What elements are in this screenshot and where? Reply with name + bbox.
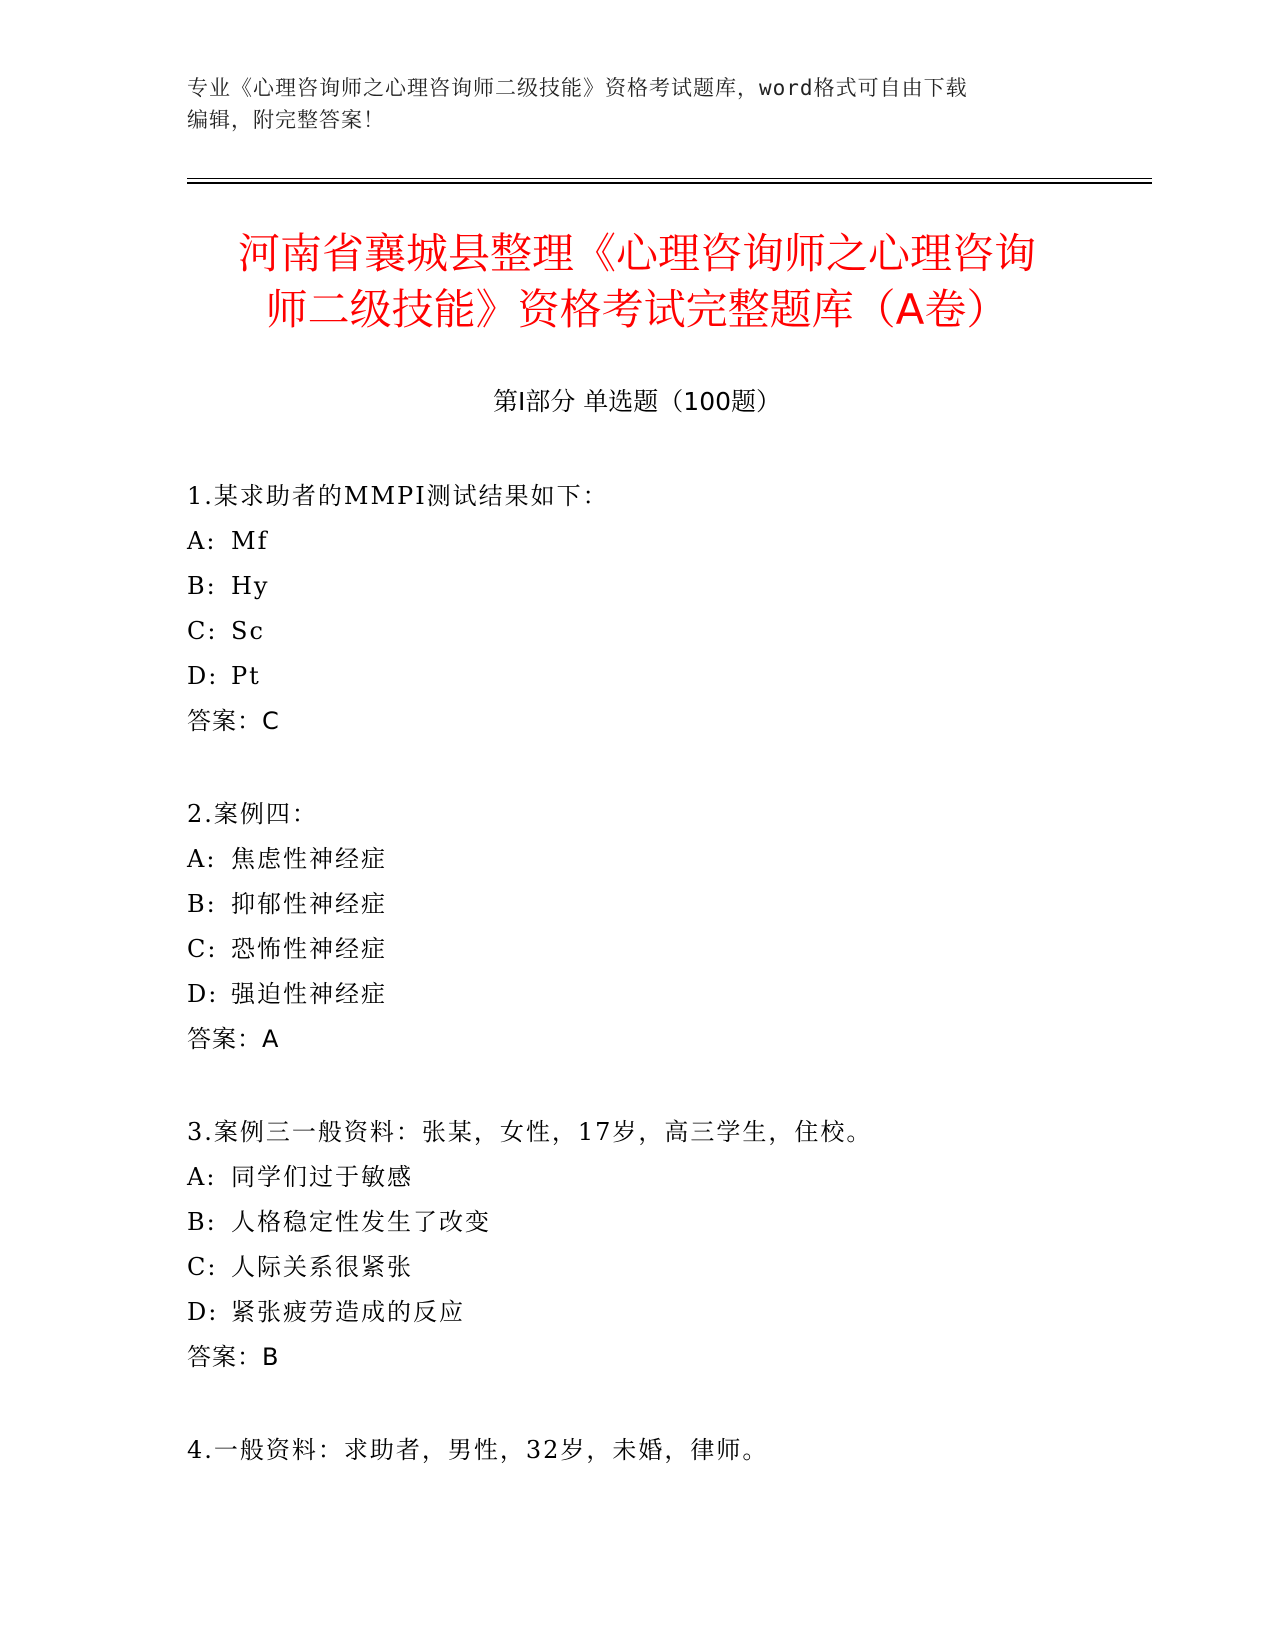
header-divider-thin: [187, 178, 1152, 179]
option-b: [187, 564, 1147, 609]
question-1: [187, 474, 1147, 744]
option-letter: D:: [187, 980, 219, 1008]
question-stem: 3.案例三一般资料：张某，女性，17岁，高三学生，住校。: [187, 1118, 873, 1146]
option-text: 焦虑性神经症: [231, 845, 387, 873]
option-c: [187, 609, 1147, 654]
header-note: [187, 72, 1087, 136]
option-text: Sc: [231, 617, 265, 645]
option-a: [187, 519, 1147, 564]
document-title-line-1: 河南省襄城县整理《心理咨询师之心理咨询: [237, 229, 1036, 278]
option-text: Mf: [231, 527, 269, 555]
option-letter: C:: [187, 1253, 218, 1281]
option-letter: B:: [187, 1208, 217, 1236]
question-2: [187, 792, 1147, 1062]
question-4: [187, 1428, 1147, 1473]
option-a: [187, 1155, 1147, 1200]
option-text: 同学们过于敏感: [231, 1163, 413, 1191]
option-letter: A:: [187, 527, 217, 555]
option-a: [187, 837, 1147, 882]
option-d: [187, 654, 1147, 699]
answer: 答案：A: [187, 1025, 280, 1053]
option-text: Hy: [231, 572, 270, 600]
header-note-line-2: 编辑，附完整答案！: [187, 108, 385, 132]
question-stem: 4.一般资料：求助者，男性，32岁，未婚，律师。: [187, 1436, 769, 1464]
option-text: 紧张疲劳造成的反应: [231, 1298, 465, 1326]
option-text: 抑郁性神经症: [231, 890, 387, 918]
option-text: Pt: [231, 662, 261, 690]
option-letter: A:: [187, 845, 217, 873]
header-divider-thick: [187, 182, 1152, 184]
option-letter: D:: [187, 662, 219, 690]
question-stem: 2.案例四：: [187, 800, 318, 828]
option-d: [187, 972, 1147, 1017]
option-b: [187, 882, 1147, 927]
question-stem: 1.某求助者的MMPI测试结果如下：: [187, 482, 609, 510]
document-title: [187, 226, 1087, 338]
option-letter: B:: [187, 890, 217, 918]
option-letter: A:: [187, 1163, 217, 1191]
option-letter: D:: [187, 1298, 219, 1326]
header-note-line-1: 专业《心理咨询师之心理咨询师二级技能》资格考试题库，word格式可自由下载: [187, 76, 968, 100]
option-letter: C:: [187, 935, 218, 963]
option-d: [187, 1290, 1147, 1335]
option-text: 强迫性神经症: [231, 980, 387, 1008]
question-3: [187, 1110, 1147, 1380]
document-title-line-2: 师二级技能》资格考试完整题库（A卷）: [265, 285, 1009, 334]
option-c: [187, 927, 1147, 972]
answer: 答案：B: [187, 1343, 280, 1371]
option-text: 恐怖性神经症: [231, 935, 387, 963]
option-letter: B:: [187, 572, 217, 600]
option-text: 人格稳定性发生了改变: [231, 1208, 491, 1236]
option-text: 人际关系很紧张: [231, 1253, 413, 1281]
option-c: [187, 1245, 1147, 1290]
option-letter: C:: [187, 617, 218, 645]
section-title: 第Ⅰ部分 单选题（100题）: [492, 387, 782, 416]
option-b: [187, 1200, 1147, 1245]
answer: 答案：C: [187, 707, 280, 735]
